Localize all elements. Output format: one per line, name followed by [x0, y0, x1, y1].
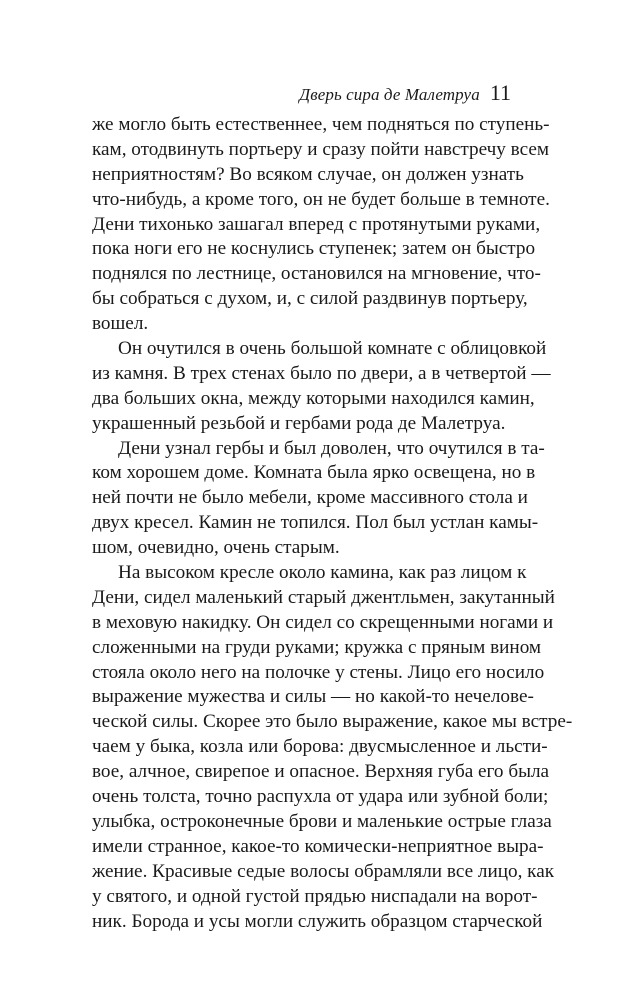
text-line: имели странное, какое-то комически-неприятное выра- — [92, 835, 544, 857]
text-line: что-нибудь, а кроме того, он не будет больше в темноте. — [92, 188, 550, 210]
text-line: шом, очевидно, очень старым. — [92, 537, 340, 559]
running-head — [299, 80, 511, 106]
text-line: стояла около него на полочке у стены. Лицо его носило — [92, 661, 545, 683]
text-line: Дени узнал гербы и был доволен, что очутился в та- — [118, 437, 545, 459]
text-line: чаем у быка, козла или борова: двусмысленное и льсти- — [92, 736, 548, 758]
text-line: кам, отодвинуть портьеру и сразу пойти навстречу всем — [92, 138, 550, 160]
text-line: выражение мужества и силы — но какой-то нечелове- — [92, 686, 534, 708]
text-line: неприятностям? Во всяком случае, он должен узнать — [92, 163, 524, 185]
body-text — [92, 113, 573, 934]
text-line: украшенный резьбой и гербами рода де Малетруа. — [92, 412, 506, 434]
text-line: На высоком кресле около камина, как раз лицом к — [118, 562, 527, 584]
text-line: вошел. — [92, 313, 149, 335]
text-line: бы собраться с духом, и, с силой раздвинув портьеру, — [92, 288, 528, 310]
text-line: же могло быть естественнее, чем подняться по ступень- — [92, 114, 550, 135]
text-line: двух кресел. Камин не топился. Пол был устлан камы- — [92, 512, 539, 534]
text-line: поднялся по лестнице, остановился на мгновение, что- — [92, 263, 541, 285]
text-line: из камня. В трех стенах было по двери, а в четвертой — — [92, 362, 551, 384]
text-line: два больших окна, между которыми находился камин, — [92, 387, 535, 409]
text-line: Дени, сидел маленький старый джентльмен, закутанный — [92, 586, 555, 608]
text-line: у святого, и одной густой прядью ниспадали на ворот- — [92, 885, 538, 907]
text-line: ней почти не было мебели, кроме массивного стола и — [92, 487, 528, 509]
text-line: улыбка, остроконечные брови и маленькие острые глаза — [92, 810, 552, 832]
text-line: Дени тихонько зашагал вперед с протянутыми руками, — [92, 213, 541, 235]
text-line: жение. Красивые седые волосы обрамляли все лицо, как — [92, 860, 555, 882]
text-line: Он очутился в очень большой комнате с облицовкой — [118, 338, 547, 360]
text-line: ком хорошем доме. Комната была ярко освещена, но в — [92, 462, 536, 484]
text-line: ник. Борода и усы могли служить образцом старческой — [92, 910, 543, 932]
text-line: вое, алчное, свирепое и опасное. Верхняя губа его была — [92, 761, 550, 783]
text-line: очень толста, точно распухла от удара или зубной боли; — [92, 786, 549, 808]
page-number: 11 — [489, 80, 511, 105]
text-line: пока ноги его не коснулись ступенек; затем он быстро — [92, 238, 536, 260]
text-line: сложенными на груди руками; кружка с пряным вином — [92, 636, 542, 658]
text-line: в меховую накидку. Он сидел со скрещенными ногами и — [92, 611, 554, 633]
text-line: ческой силы. Скорее это было выражение, какое мы встре- — [92, 711, 573, 733]
running-head-title: Дверь сира де Малетруа — [299, 85, 480, 104]
